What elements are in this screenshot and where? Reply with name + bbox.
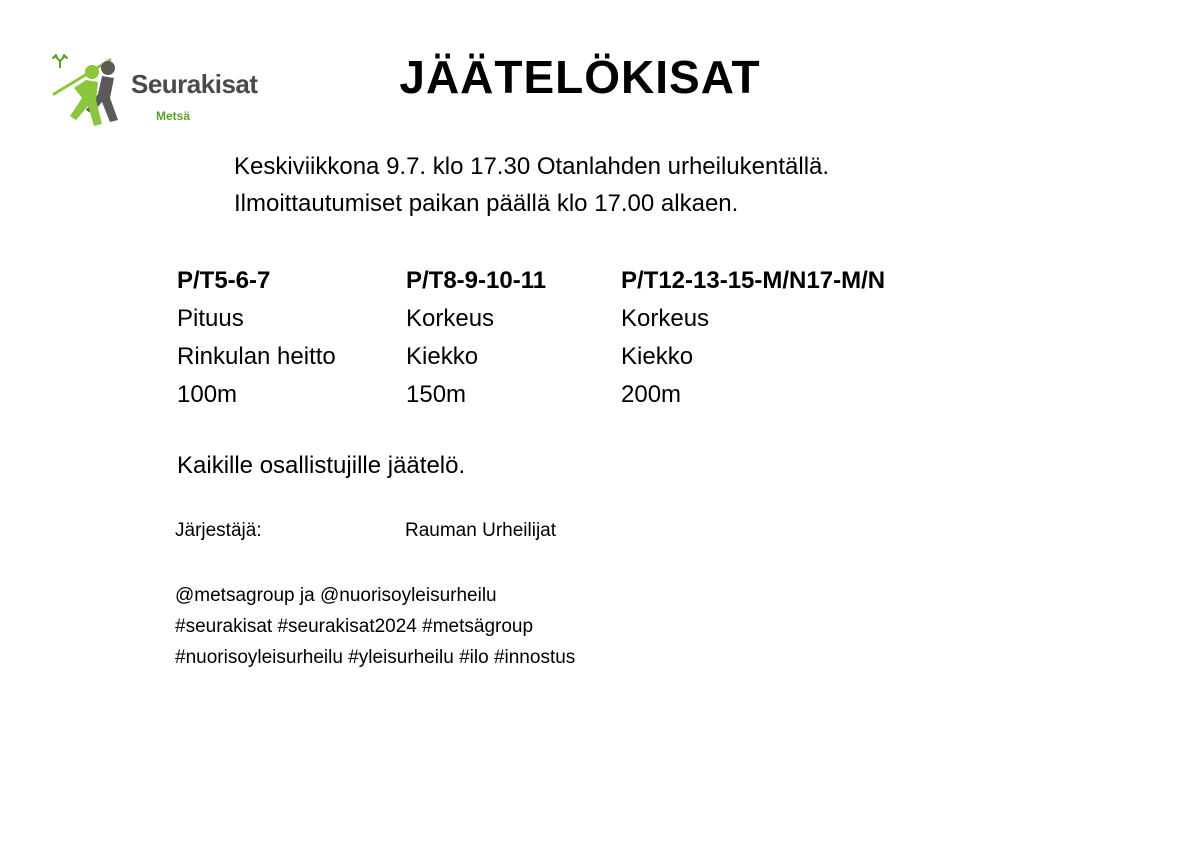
intro-text xyxy=(234,148,829,222)
logo-subtitle: Metsä xyxy=(156,109,191,123)
events-column xyxy=(177,262,336,414)
event-item: Korkeus xyxy=(406,305,495,332)
intro-line-date: Keskiviikkona 9.7. klo 17.30 Otanlahden urheilukentällä. xyxy=(234,153,830,180)
event-item: Korkeus xyxy=(621,305,710,332)
social-line-mentions: @metsagroup ja @nuorisoyleisurheilu xyxy=(175,585,497,606)
column-header: P/T12-13-15-M/N17-M/N xyxy=(621,267,886,294)
column-header: P/T5-6-7 xyxy=(177,267,271,294)
social-line-hashtags: #seurakisat #seurakisat2024 #metsägroup xyxy=(175,616,534,637)
organizer-value: Rauman Urheilijat xyxy=(405,520,557,541)
social-line-hashtags: #nuorisoyleisurheilu #yleisurheilu #ilo #innostus xyxy=(175,647,576,668)
event-item: 100m xyxy=(177,381,238,408)
events-column xyxy=(621,262,885,414)
event-item: 150m xyxy=(406,381,467,408)
intro-line-registration: Ilmoittautumiset paikan päällä klo 17.00 alkaen. xyxy=(234,190,739,217)
events-column xyxy=(406,262,546,414)
event-item: Kiekko xyxy=(621,343,694,370)
organizer-label: Järjestäjä: xyxy=(175,520,262,541)
column-header: P/T8-9-10-11 xyxy=(406,267,547,294)
social-tags xyxy=(175,580,575,673)
event-item: Rinkulan heitto xyxy=(177,343,336,370)
logo-wordmark: Seurakisat xyxy=(131,69,258,99)
event-item: Pituus xyxy=(177,305,244,332)
event-item: Kiekko xyxy=(406,343,479,370)
ice-cream-note: Kaikille osallistujille jäätelö. xyxy=(177,452,466,479)
page-title: JÄÄTELÖKISAT xyxy=(399,51,761,103)
event-item: 200m xyxy=(621,381,682,408)
